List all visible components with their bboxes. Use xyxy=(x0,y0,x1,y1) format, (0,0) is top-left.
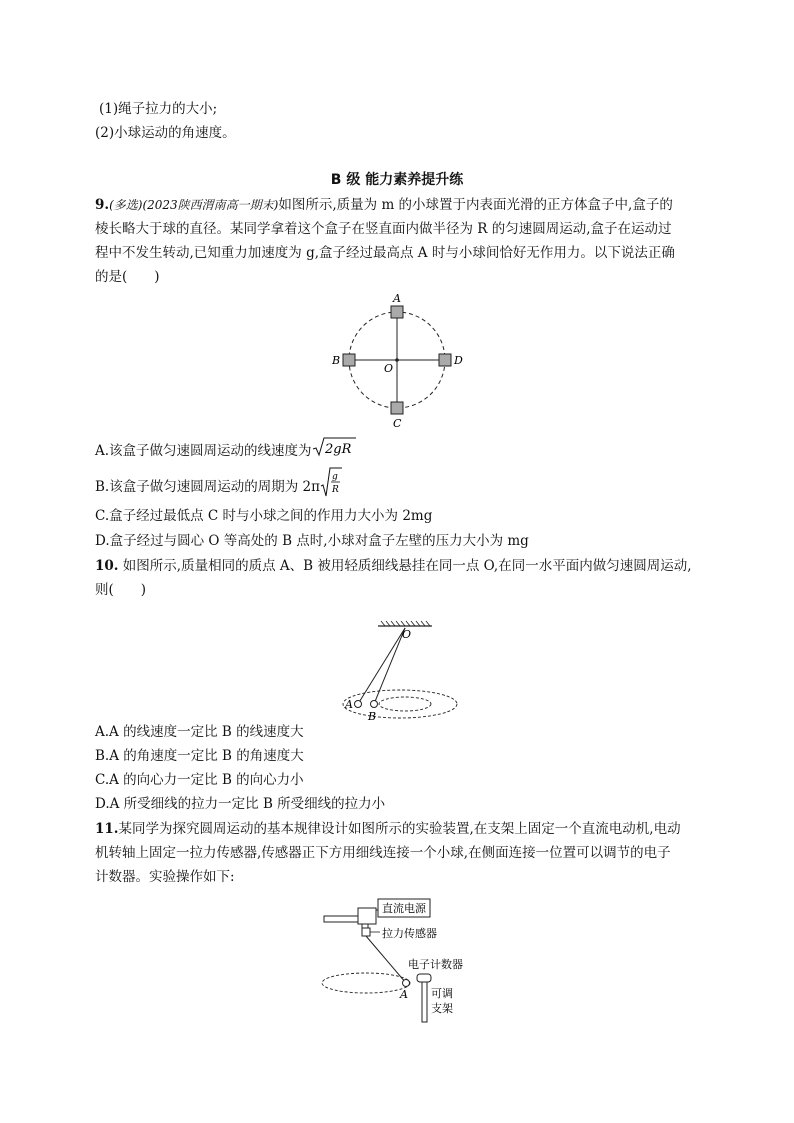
q11-string xyxy=(366,936,406,983)
q9-line-1: 如图所示,质量为 m 的小球置于内表面光滑的正方体盒子中,盒子的 xyxy=(278,197,673,213)
q9-option-d: D.盒子经过与圆心 O 等高处的 B 点时,小球对盒子左壁的压力大小为 mg xyxy=(95,533,529,549)
q9-option-b-text: B.该盒子做匀速圆周运动的周期为 2π xyxy=(95,479,320,495)
q10-label-a: A xyxy=(345,698,353,711)
q10-option-b: B.A 的角速度一定比 B 的角速度大 xyxy=(95,748,304,764)
q9-line-2: 棱长略大于球的直径。某同学拿着这个盒子在竖直面内做半径为 R 的匀速圆周运动,盒子在运动过 xyxy=(95,221,672,237)
q10-option-a: A.A 的线速度一定比 B 的线速度大 xyxy=(95,724,304,740)
q9-option-a-text: A.该盒子做匀速圆周运动的线速度为 xyxy=(95,443,312,459)
prev-item-1: (1)绳子拉力的大小; xyxy=(99,101,218,117)
q9-line-4: 的是( ) xyxy=(95,269,160,285)
q9-option-c: C.盒子经过最低点 C 时与小球之间的作用力大小为 2mg xyxy=(95,508,433,524)
q10-first-line xyxy=(95,556,691,576)
q10-inner-orbit xyxy=(379,697,431,711)
q10-line-1: 如图所示,质量相同的质点 A、B 被用轻质细线悬挂在同一点 O,在同一水平面内做匀速圆周运动, xyxy=(118,558,692,574)
prev-item-2: (2)小球运动的角速度。 xyxy=(95,125,236,141)
q9-box-d xyxy=(439,354,451,366)
q10-string-b xyxy=(374,628,405,704)
q9-option-b-sqrt xyxy=(320,466,342,509)
q11-line-2: 机转轴上固定一拉力传感器,传感器正下方用细线连接一个小球,在侧面连接一位置可以调节的电子 xyxy=(95,845,671,861)
q11-label-a: A xyxy=(400,988,408,1001)
q11-first-line xyxy=(95,819,681,839)
q11-number: 11. xyxy=(95,821,119,837)
q11-sensor xyxy=(362,928,370,936)
q11-motor xyxy=(358,908,376,924)
q10-label-b: B xyxy=(368,710,377,723)
section-title: B 级 能力素养提升练 xyxy=(330,172,464,188)
q10-string-a xyxy=(358,628,405,704)
sqrt-icon xyxy=(320,466,342,498)
q10-ball-b xyxy=(371,701,378,708)
q11-stand-label-2: 支架 xyxy=(431,1002,453,1015)
q9-circle-figure xyxy=(320,290,480,435)
q11-apparatus-figure xyxy=(320,890,480,1030)
q9-box-a xyxy=(391,306,403,318)
q9-label-b: B xyxy=(332,354,341,367)
q11-counter xyxy=(417,974,431,982)
q9-label-d: D xyxy=(454,354,463,367)
q11-ball xyxy=(403,980,410,987)
q9-label-o: O xyxy=(384,362,394,375)
q9-option-b-numerator: g xyxy=(331,472,338,482)
q9-tag: (多选)(2023陕西渭南高一期末) xyxy=(109,198,279,212)
q11-power-label: 直流电源 xyxy=(382,902,426,915)
q9-option-b xyxy=(95,466,342,509)
q9-center-dot xyxy=(395,358,399,362)
q11-sensor-label: 拉力传感器 xyxy=(382,927,437,940)
q9-option-a xyxy=(95,436,356,467)
q9-option-b-denominator: R xyxy=(331,485,339,495)
q10-ball-a xyxy=(355,701,362,708)
q9-number: 9. xyxy=(95,197,110,213)
q9-line-3: 程中不发生转动,已知重力加速度为 g,盒子经过最高点 A 时与小球间恰好无作用力。以下说法正确 xyxy=(95,245,675,261)
q10-option-d: D.A 所受细线的拉力一定比 B 所受细线的拉力小 xyxy=(95,796,386,812)
q9-label-a: A xyxy=(393,292,401,305)
q9-label-c: C xyxy=(393,417,402,430)
sqrt-icon xyxy=(312,436,356,458)
q11-counter-label: 电子计数器 xyxy=(408,958,463,971)
q9-box-b xyxy=(343,354,355,366)
q10-ceiling-hatch xyxy=(381,621,430,626)
q10-line-2: 则( ) xyxy=(95,582,147,598)
q9-option-a-sqrt xyxy=(312,436,356,467)
q9-box-c xyxy=(391,402,403,414)
q10-label-o: O xyxy=(402,628,412,641)
q10-number: 10. xyxy=(95,558,119,574)
q11-line-3: 计数器。实验操作如下: xyxy=(95,869,235,885)
q11-orbit xyxy=(322,973,410,993)
q10-pendulum-figure xyxy=(335,618,465,723)
q11-stand-label-1: 可调 xyxy=(431,987,453,1000)
q9-first-line xyxy=(95,195,673,215)
q9-option-a-radicand: 2gR xyxy=(324,442,351,457)
q10-option-c: C.A 的向心力一定比 B 的向心力小 xyxy=(95,772,304,788)
q11-line-1: 某同学为探究圆周运动的基本规律设计如图所示的实验装置,在支架上固定一个直流电动机,电动 xyxy=(118,821,681,837)
q11-stand xyxy=(422,982,427,1022)
